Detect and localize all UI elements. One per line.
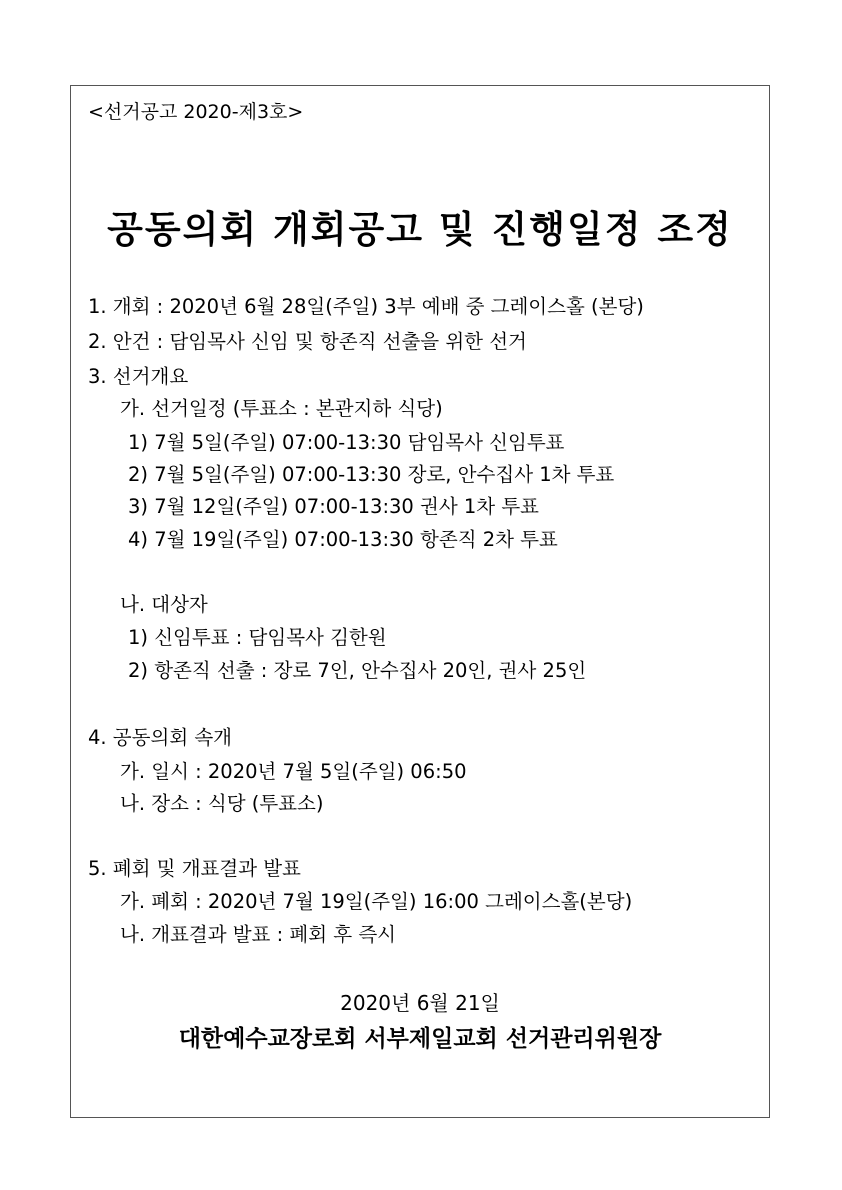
target-heading: 나. 대상자 [120,593,208,616]
continuation-place: 나. 장소 : 식당 (투표소) [120,792,324,815]
target-item: 1) 신임투표 : 담임목사 김한원 [128,626,387,649]
opening-item: 1. 개회 : 2020년 6월 28일(주일) 3부 예배 중 그레이스홀 (본당) [88,295,644,318]
schedule-item: 3) 7월 12일(주일) 07:00-13:30 권사 1차 투표 [128,495,540,518]
signer: 대한예수교장로회 서부제일교회 선거관리위원장 [178,1026,662,1052]
schedule-item: 1) 7월 5일(주일) 07:00-13:30 담임목사 신임투표 [128,431,565,454]
target-item: 2) 항존직 선출 : 장로 7인, 안수집사 20인, 권사 25인 [128,659,587,682]
continuation-datetime: 가. 일시 : 2020년 7월 5일(주일) 06:50 [120,760,467,783]
continuation-heading: 4. 공동의회 속개 [88,726,233,749]
page-title: 공동의회 개회공고 및 진행일정 조정 [107,208,733,251]
schedule-item: 4) 7월 19일(주일) 07:00-13:30 항존직 2차 투표 [128,528,558,551]
issue-date: 2020년 6월 21일 [340,991,500,1015]
closing-result: 나. 개표결과 발표 : 폐회 후 즉시 [120,923,397,946]
overview-heading: 3. 선거개요 [88,365,189,388]
notice-number: <선거공고 2020-제3호> [88,101,304,123]
closing-datetime: 가. 폐회 : 2020년 7월 19일(주일) 16:00 그레이스홀(본당) [120,890,633,913]
agenda-item: 2. 안건 : 담임목사 신임 및 항존직 선출을 위한 선거 [88,330,527,353]
closing-heading: 5. 폐회 및 개표결과 발표 [88,857,301,880]
schedule-heading: 가. 선거일정 (투표소 : 본관지하 식당) [120,397,443,420]
schedule-item: 2) 7월 5일(주일) 07:00-13:30 장로, 안수집사 1차 투표 [128,463,615,486]
